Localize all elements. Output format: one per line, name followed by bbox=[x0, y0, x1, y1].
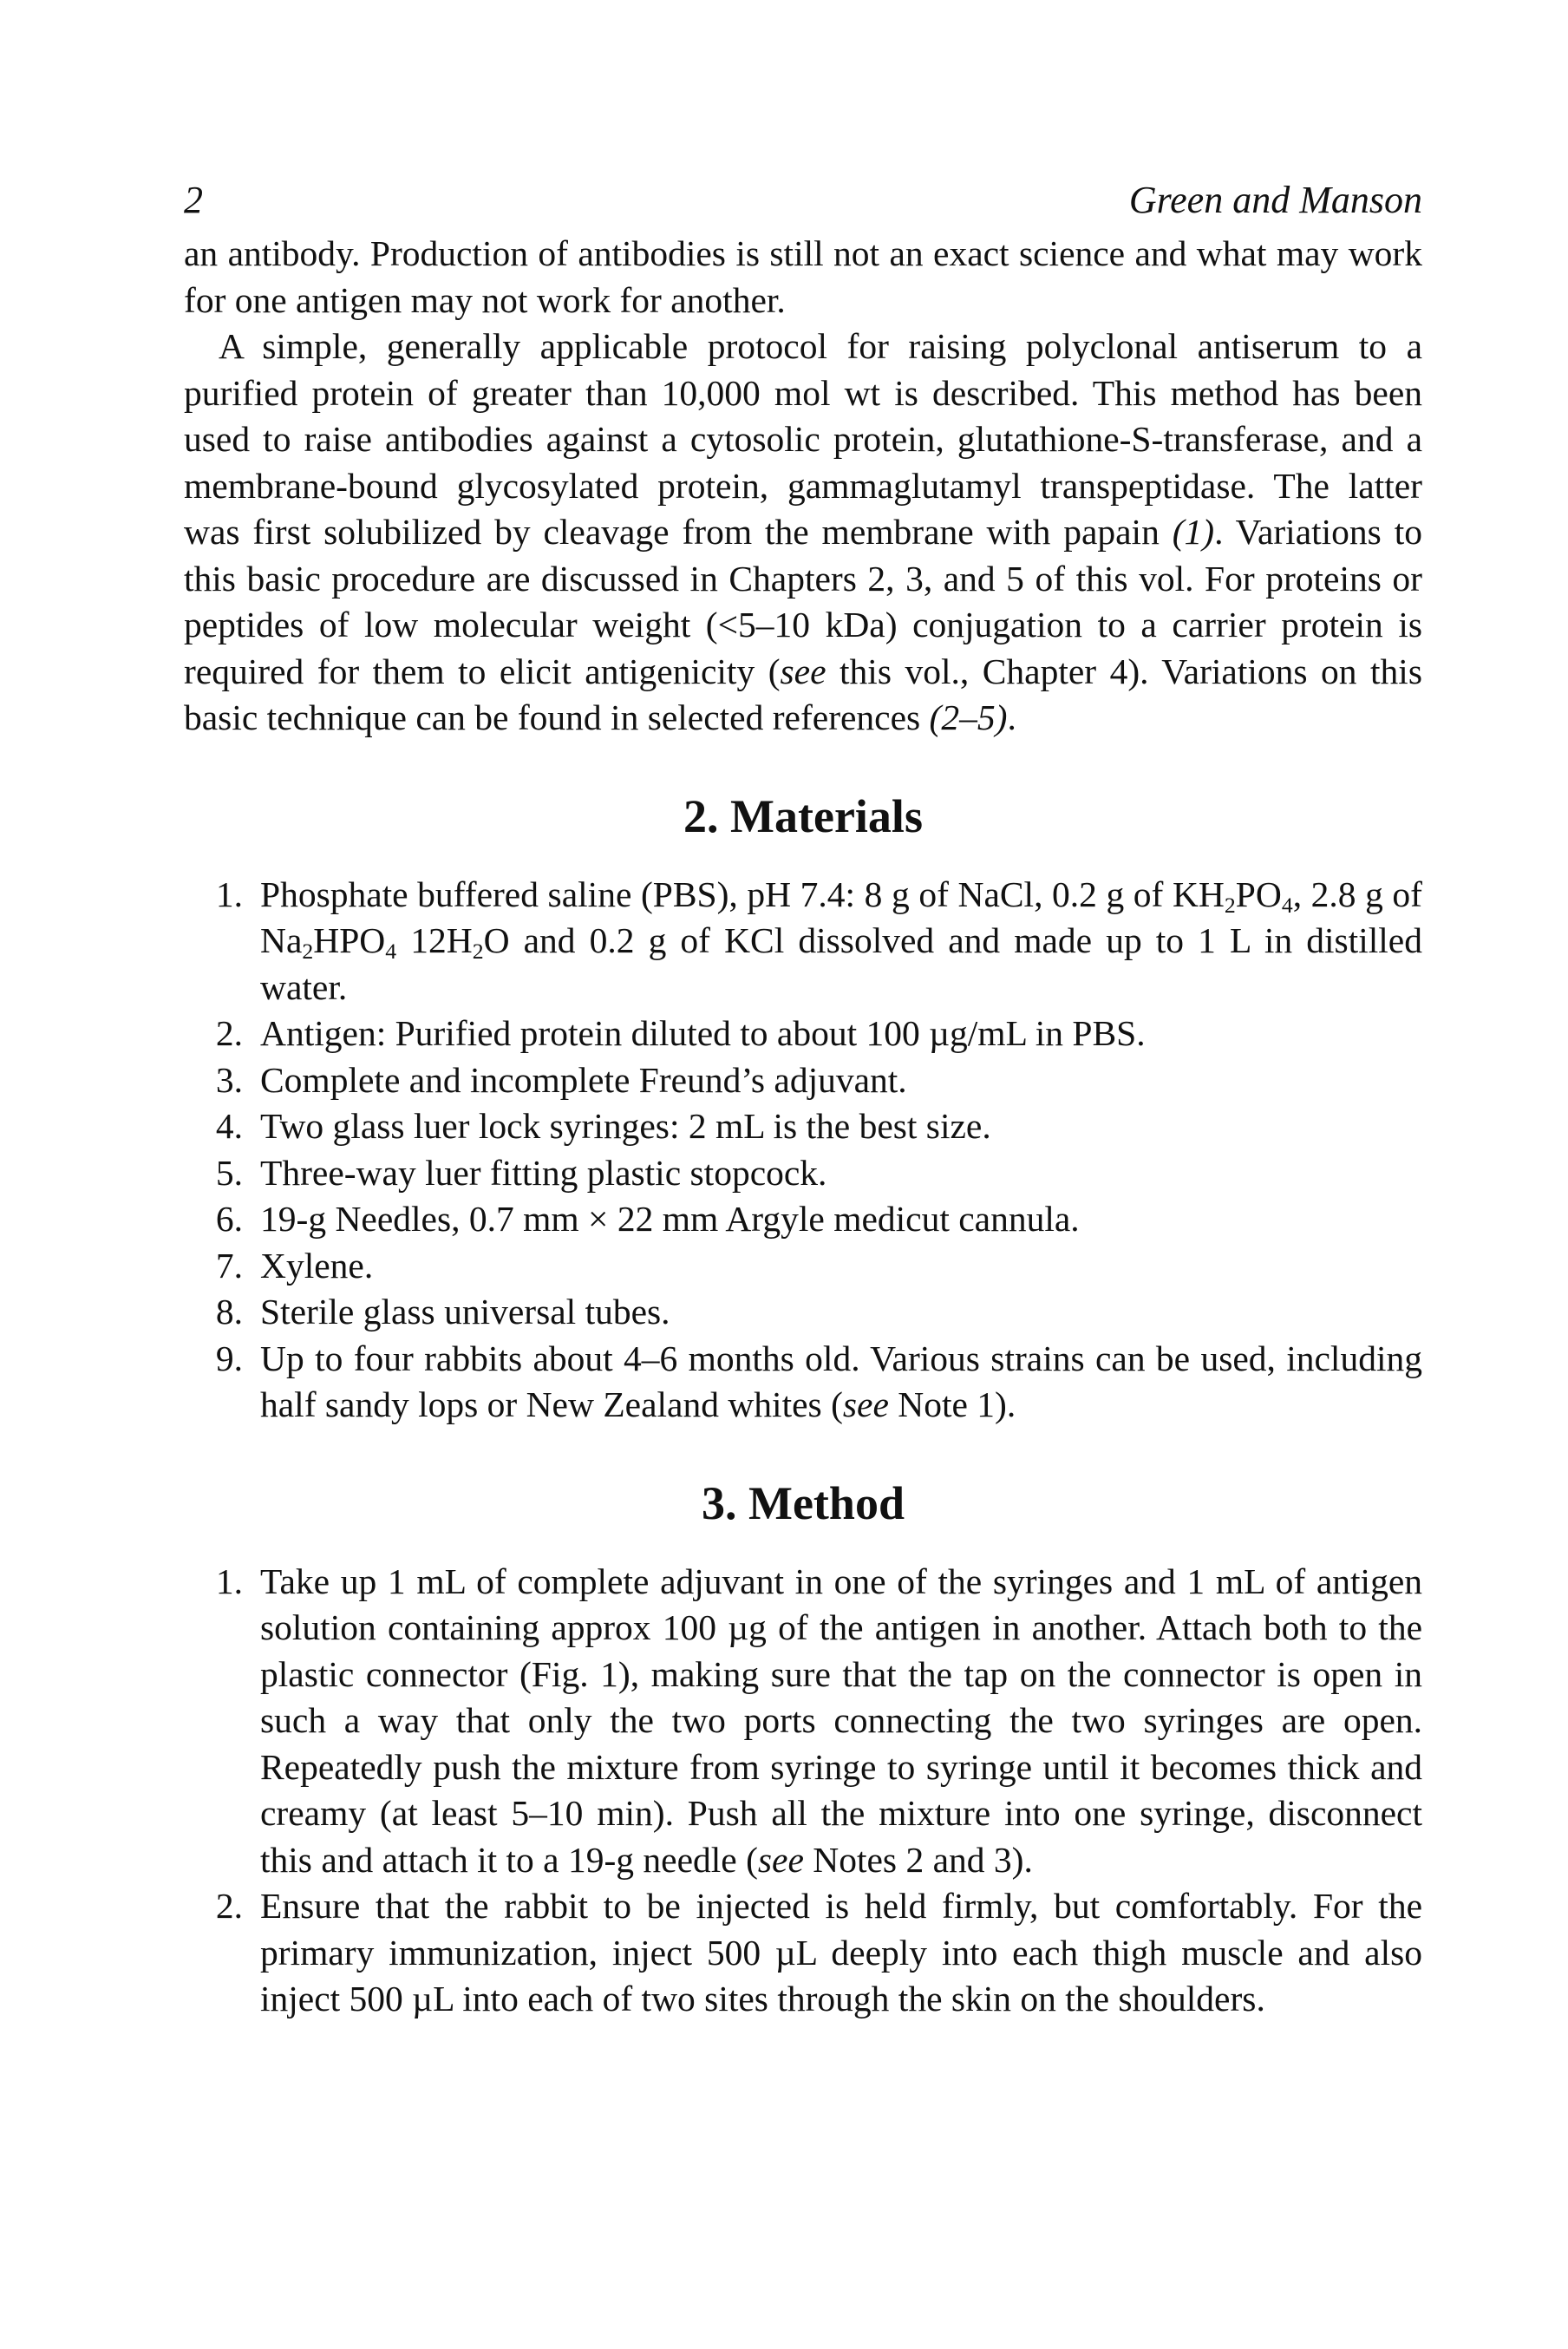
text-run: 12H bbox=[396, 920, 473, 960]
list-text: Ensure that the rabbit to be injected is held firmly, but comfortably. For the primary immunization, inject 500 µL deeply into each thigh muscle and also inject 500 µL into each of two sites through the skin on the shoulders. bbox=[260, 1886, 1422, 2019]
list-item bbox=[184, 1057, 1422, 1104]
list-number: 1. bbox=[215, 874, 243, 914]
materials-list bbox=[184, 872, 1422, 1429]
list-item bbox=[184, 1150, 1422, 1197]
text-run: Up to four rabbits about 4–6 months old. Various strains can be used, including half sandy lops or New Zealand whites ( bbox=[260, 1338, 1422, 1424]
subscript: 4 bbox=[1281, 892, 1293, 918]
see-italic: see bbox=[757, 1839, 804, 1880]
see-italic: see bbox=[780, 651, 826, 691]
list-item bbox=[184, 872, 1422, 1011]
intro-p2-text-a: A simple, generally applicable protocol for raising polyclonal antiserum to a purified protein of greater than 10,000 mol wt is described. This method has been used to raise antibodies against a cytosolic protein, glutathione-S-transferase, and a membrane-bound glycosylated protein, gammaglutamyl transpeptidase. The latter was first solubilized by cleavage from the membrane with papain bbox=[184, 326, 1422, 552]
text-run: Phosphate buffered saline (PBS), pH 7.4: 8 g of NaCl, 0.2 g of KH bbox=[260, 874, 1225, 914]
list-text bbox=[260, 1336, 1422, 1429]
list-item bbox=[184, 1011, 1422, 1057]
list-item bbox=[184, 1196, 1422, 1243]
section-heading-method: 3. Method bbox=[702, 1476, 905, 1529]
intro-p2-text-d: . bbox=[1007, 697, 1016, 737]
page bbox=[184, 177, 1422, 2023]
subscript: 2 bbox=[302, 939, 314, 965]
list-text: Antigen: Purified protein diluted to about 100 µg/mL in PBS. bbox=[260, 1013, 1146, 1053]
intro-p1-text: an antibody. Production of antibodies is still not an exact science and what may work for one antigen may not work for another. bbox=[184, 233, 1422, 320]
intro-p2-text-b: . Variations to this basic procedure are discussed in Chapters 2, 3, and 5 of this vol. For proteins or peptides of low molecular weight (<5–10 kDa) conjugation to a carrier protein is required for them to elicit antigenicity ( bbox=[184, 512, 1422, 691]
method-list bbox=[184, 1559, 1422, 2023]
list-text: Three-way luer fitting plastic stopcock. bbox=[260, 1152, 827, 1193]
list-number: 4. bbox=[215, 1106, 243, 1146]
list-number: 6. bbox=[215, 1199, 243, 1239]
subscript: 2 bbox=[1224, 892, 1236, 918]
list-item bbox=[184, 1103, 1422, 1150]
text-run: PO bbox=[1235, 874, 1282, 914]
intro-paragraph-1 bbox=[184, 231, 1422, 324]
citation-1: (1) bbox=[1172, 512, 1215, 552]
list-number: 9. bbox=[215, 1338, 243, 1378]
list-text bbox=[260, 1559, 1422, 1884]
subscript: 4 bbox=[385, 939, 397, 965]
list-text: Complete and incomplete Freund’s adjuvant. bbox=[260, 1059, 907, 1100]
text-run: Take up 1 mL of complete adjuvant in one of the syringes and 1 mL of antigen solution containing approx 100 µg of the antigen in another. Attach both to the plastic connector (Fig. 1), making sure that the tap on the connector is open in such a way that only the two ports connecting the two syringes are open. Repeatedly push the mixture from syringe to syringe until it becomes thick and creamy (at least 5–10 min). Push all the mixture into one syringe, disconnect this and attach it to a 19-g needle ( bbox=[260, 1561, 1422, 1880]
list-number: 8. bbox=[215, 1292, 243, 1332]
list-number: 1. bbox=[215, 1561, 243, 1601]
page-number: 2 bbox=[184, 179, 203, 221]
text-run: HPO bbox=[313, 920, 386, 960]
list-number: 2. bbox=[215, 1013, 243, 1053]
list-number: 2. bbox=[215, 1886, 243, 1926]
list-text bbox=[260, 872, 1422, 1011]
list-item bbox=[184, 1336, 1422, 1429]
citation-2-5: (2–5) bbox=[929, 697, 1008, 737]
intro-paragraph-2 bbox=[184, 324, 1422, 742]
list-item bbox=[184, 1883, 1422, 2023]
text-run: Note 1). bbox=[888, 1384, 1016, 1424]
running-head-authors: Green and Manson bbox=[1128, 179, 1422, 221]
list-text: Two glass luer lock syringes: 2 mL is the best size. bbox=[260, 1106, 991, 1146]
text-run: O and 0.2 g of KCl dissolved and made up to 1 L in distilled water. bbox=[260, 920, 1422, 1007]
list-text: Sterile glass universal tubes. bbox=[260, 1292, 670, 1332]
section-heading-materials: 2. Materials bbox=[683, 789, 923, 842]
running-head bbox=[184, 177, 1422, 231]
list-number: 5. bbox=[215, 1152, 243, 1193]
list-item bbox=[184, 1559, 1422, 1884]
list-text: Xylene. bbox=[260, 1245, 374, 1286]
list-text: 19-g Needles, 0.7 mm × 22 mm Argyle medicut cannula. bbox=[260, 1199, 1080, 1239]
list-item bbox=[184, 1289, 1422, 1336]
list-number: 7. bbox=[215, 1245, 243, 1286]
list-number: 3. bbox=[215, 1059, 243, 1100]
subscript: 2 bbox=[472, 939, 484, 965]
text-run: , 2.8 g of Na bbox=[260, 874, 1422, 960]
see-italic: see bbox=[842, 1384, 889, 1424]
text-run: Notes 2 and 3). bbox=[803, 1839, 1033, 1880]
list-item bbox=[184, 1243, 1422, 1290]
intro-p2-text-c: this vol., Chapter 4). Variations on this basic technique can be found in selected references bbox=[184, 651, 1422, 737]
